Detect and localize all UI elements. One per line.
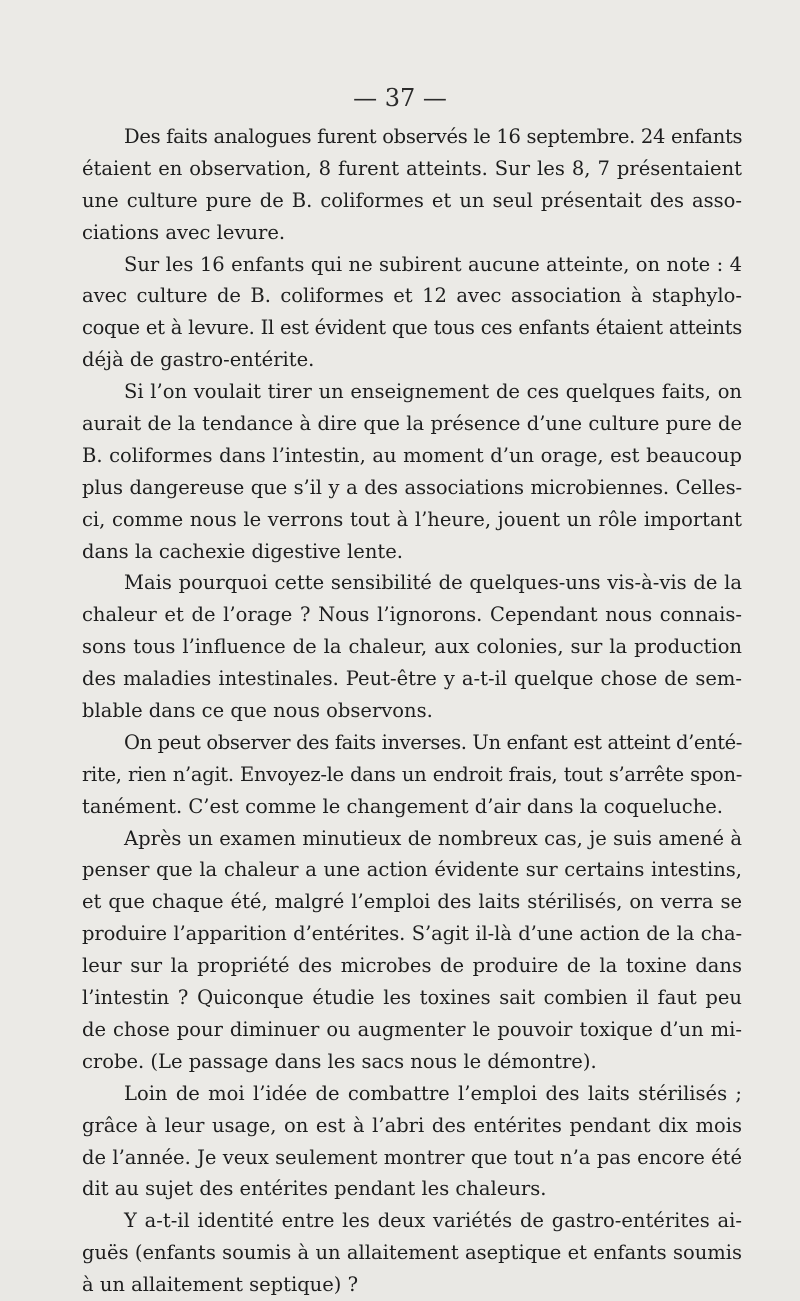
text-line: produire l’apparition d’entérites. S’agit il-là d’une action de la cha- (82, 922, 742, 946)
text-line: de chose pour diminuer ou augmenter le pouvoir toxique d’un mi- (82, 1017, 742, 1041)
text-line: l’intestin ? Quiconque étudie les toxines sait combien il faut peu (82, 986, 742, 1010)
text-line: Après un examen minutieux de nombreux cas, je suis amené à (124, 826, 742, 850)
text-line: grâce à leur usage, on est à l’abri des entérites pendant dix mois (82, 1113, 742, 1137)
paragraph (82, 249, 742, 377)
text-line: B. coliformes dans l’intestin, au moment d’un orage, est beaucoup (82, 443, 742, 467)
text-line: sons tous l’influence de la chaleur, aux colonies, sur la production (82, 635, 742, 659)
text-line: à un allaitement septique) ? (82, 1273, 359, 1297)
paragraph (82, 567, 742, 726)
text-line: rite, rien n’agit. Envoyez-le dans un endroit frais, tout s’arrête spon- (82, 762, 742, 786)
text-line: dit au sujet des entérites pendant les chaleurs. (82, 1177, 547, 1201)
paragraph (82, 121, 742, 249)
text-line: étaient en observation, 8 furent atteints. Sur les 8, 7 présentaient (82, 156, 742, 180)
text-line: plus dangereuse que s’il y a des associations microbiennes. Celles- (82, 475, 742, 499)
text-line: aurait de la tendance à dire que la présence d’une culture pure de (82, 412, 742, 436)
text-line: déjà de gastro-entérite. (82, 348, 315, 372)
text-line: blable dans ce que nous observons. (82, 699, 433, 723)
text-line: et que chaque été, malgré l’emploi des laits stérilisés, on verra se (82, 890, 742, 914)
text-line: ciations avec levure. (82, 220, 286, 244)
paragraph (82, 823, 742, 1078)
text-line: chaleur et de l’orage ? Nous l’ignorons. Cependant nous connais- (82, 603, 742, 627)
text-line: tanément. C’est comme le changement d’air dans la coqueluche. (82, 794, 724, 818)
page-number: — 37 — (353, 84, 447, 112)
text-line: crobe. (Le passage dans les sacs nous le démontre). (82, 1049, 597, 1073)
paragraph (82, 727, 742, 823)
text-line: Loin de moi l’idée de combattre l’emploi des laits stérilisés ; (124, 1081, 742, 1105)
text-line: dans la cachexie digestive lente. (82, 539, 403, 563)
text-line: guës (enfants soumis à un allaitement aseptique et enfants soumis (82, 1241, 742, 1265)
text-line: Mais pourquoi cette sensibilité de quelques-uns vis-à-vis de la (124, 571, 742, 595)
text-line: avec culture de B. coliformes et 12 avec association à staphylo- (82, 284, 742, 308)
text-line: de l’année. Je veux seulement montrer que tout n’a pas encore été (82, 1145, 742, 1169)
text-line: des maladies intestinales. Peut-être y a-t-il quelque chose de sem- (82, 667, 742, 691)
text-line: penser que la chaleur a une action évidente sur certains intestins, (82, 858, 742, 882)
text-line: ci, comme nous le verrons tout à l’heure, jouent un rôle important (82, 507, 742, 531)
body-text (82, 121, 742, 1301)
paragraph (82, 1205, 742, 1301)
paragraph (82, 1078, 742, 1206)
text-line: Sur les 16 enfants qui ne subirent aucune atteinte, on note : 4 (124, 252, 742, 276)
text-line: coque et à levure. Il est évident que tous ces enfants étaient atteints (82, 316, 742, 340)
text-line: Si l’on voulait tirer un enseignement de ces quelques faits, on (124, 380, 742, 404)
paragraph (82, 376, 742, 567)
text-line: Des faits analogues furent observés le 16 septembre. 24 enfants (124, 125, 743, 148)
text-line: leur sur la propriété des microbes de produire de la toxine dans (82, 954, 742, 978)
text-line: Y a-t-il identité entre les deux variétés de gastro-entérites ai- (124, 1209, 742, 1233)
text-line: On peut observer des faits inverses. Un enfant est atteint d’enté- (124, 730, 742, 754)
text-line: une culture pure de B. coliformes et un seul présentait des asso- (82, 188, 742, 212)
